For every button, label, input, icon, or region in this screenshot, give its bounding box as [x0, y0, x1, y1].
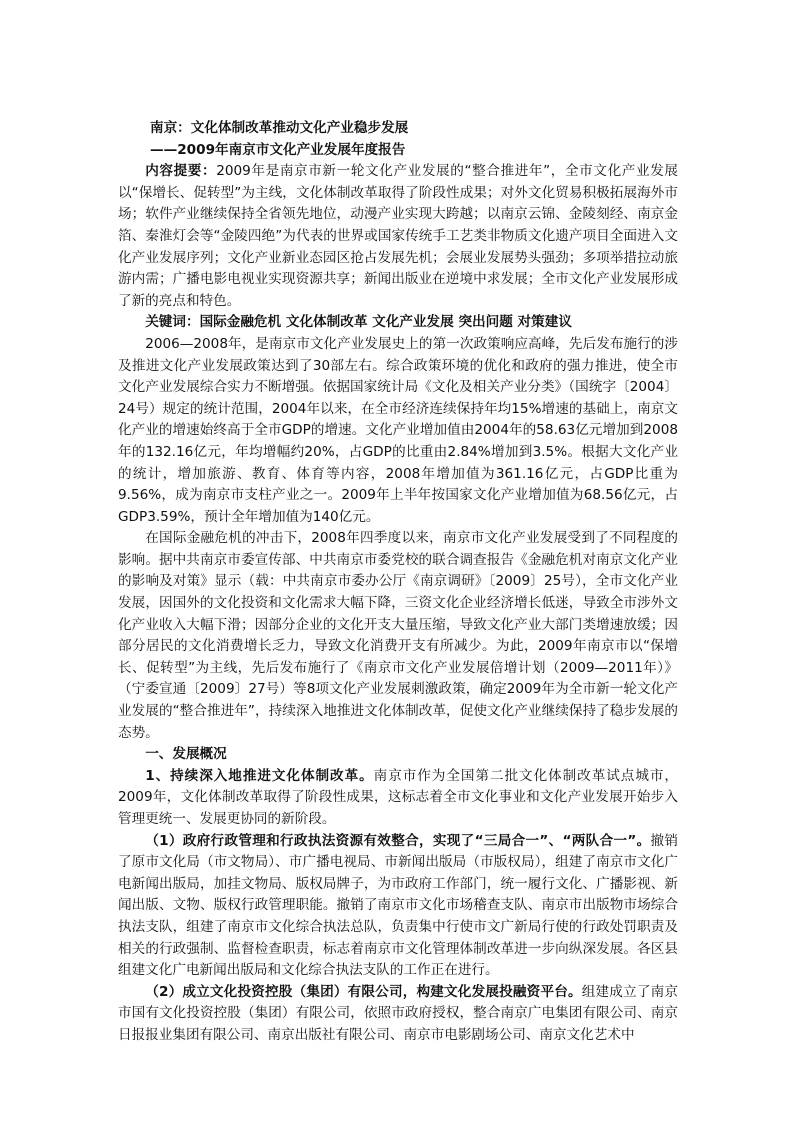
keywords-paragraph	[118, 312, 678, 334]
item-2-paragraph	[118, 982, 678, 1047]
item-1-label: （1）政府行政管理和行政执法资源有效整合，实现了“三局合一”、“两队合一”。	[145, 832, 651, 849]
abstract-label: 内容提要：	[145, 163, 217, 180]
keywords-label: 关键词：	[145, 314, 200, 331]
abstract-paragraph	[118, 161, 678, 312]
body-paragraph-2: 在国际金融危机的冲击下，2008年四季度以来，南京市文化产业发展受到了不同程度的影响。据中共南京市委宣传部、中共南京市委党校的联合调查报告《金融危机对南京文化产业的影响及对策》显示（载：中共南京市委办公厅《南京调研》〔2009〕25号），全市文化产业发展，因国外的文化投资和文化需求大幅下降，三资文化企业经济增长低迷，导致全市涉外文化产业收入大幅下滑；因部分企业的文化开支大量压缩，导致文化产业大部门类增速放缓；因部分居民的文化消费增长乏力，导致文化消费开支有所减少。为此，2009年南京市以“保增长、促转型”为主线，先后发布施行了《南京市文化产业发展倍增计划（2009—2011年）》（宁委宣通〔2009〕27号）等8项文化产业发展刺激政策，确定2009年为全市新一轮文化产业发展的“整合推进年”，持续深入地推进文化体制改革，促使文化产业继续保持了稳步发展的态势。	[118, 530, 678, 741]
subsection-1-label: 1、持续深入地推进文化体制改革。	[145, 767, 374, 784]
document-title: 南京：文化体制改革推动文化产业稳步发展	[150, 120, 409, 136]
item-2-label: （2）成立文化投资控股（集团）有限公司，构建文化发展投融资平台。	[145, 983, 582, 1000]
document-subtitle: ——2009年南京市文化产业发展年度报告	[150, 141, 406, 158]
item-1-paragraph	[118, 831, 678, 982]
section-heading-1: 一、发展概况	[145, 746, 227, 763]
document-page	[118, 118, 678, 1047]
subsection-1-text: 南京市作为全国第二批文化体制改革试点城市，2009年，文化体制改革取得了阶段性成果，这标志着全市文化事业和文化产业发展开始步入管理更统一、发展更协同的新阶段。	[118, 767, 678, 827]
body-paragraph-1: 2006—2008年，是南京市文化产业发展史上的第一次政策响应高峰，先后发布施行的涉及推进文化产业发展政策达到了30部左右。综合政策环境的优化和政府的强力推进，使全市文化产业发展综合实力不断增强。依据国家统计局《文化及相关产业分类》（国统字〔2004〕24号）规定的统计范围，2004年以来，在全市经济连续保持年均15%增速的基础上，南京文化产业的增速始终高于全市GDP的增速。文化产业增加值由2004年的58.63亿元增加到2008年的132.16亿元，年均增幅约20%，占GDP的比重由2.84%增加到3.5%。根据大文化产业的统计，增加旅游、教育、体育等内容，2008年增加值为361.16亿元，占GDP比重为9.56%，成为南京市支柱产业之一。2009年上半年按国家文化产业增加值为68.56亿元，占GDP3.59%，预计全年增加值为140亿元。	[118, 335, 678, 525]
item-1-text: 撤销了原市文化局（市文物局）、市广播电视局、市新闻出版局（市版权局），组建了南京市文化广电新闻出版局，加挂文物局、版权局牌子，为市政府工作部门，统一履行文化、广播影视、新闻出版、文物、版权行政管理职能。撤销了南京市文化市场稽查支队、南京市出版物市场综合执法支队，组建了南京市文化综合执法总队，负责集中行使市文广新局行使的行政处罚职责及相关的行政强制、监督检查职责，标志着南京市文化管理体制改革进一步向纵深发展。各区县组建文化广电新闻出版局和文化综合执法支队的工作正在进行。	[118, 832, 678, 979]
item-2-text: 组建成立了南京市国有文化投资控股（集团）有限公司，依照市政府授权，整合南京广电集团有限公司、南京日报报业集团有限公司、南京出版社有限公司、南京市电影剧场公司、南京文化艺术中	[118, 983, 678, 1043]
subsection-1-paragraph	[118, 766, 678, 831]
keywords-text: 国际金融危机 文化体制改革 文化产业发展 突出问题 对策建议	[199, 314, 572, 331]
abstract-text: 2009年是南京市新一轮文化产业发展的“整合推进年”，全市文化产业发展以“保增长、促转型”为主线，文化体制改革取得了阶段性成果；对外文化贸易积极拓展海外市场；软件产业继续保持全省领先地位，动漫产业实现大跨越；以南京云锦、金陵刻经、南京金箔、秦淮灯会等“金陵四绝”为代表的世界或国家传统手工艺类非物质文化遗产项目全面进入文化产业发展序列；文化产业新业态园区抢占发展先机；会展业发展势头强劲；多项举措拉动旅游内需；广播电影电视业实现资源共享；新闻出版业在逆境中求发展；全市文化产业发展形成了新的亮点和特色。	[118, 163, 678, 309]
